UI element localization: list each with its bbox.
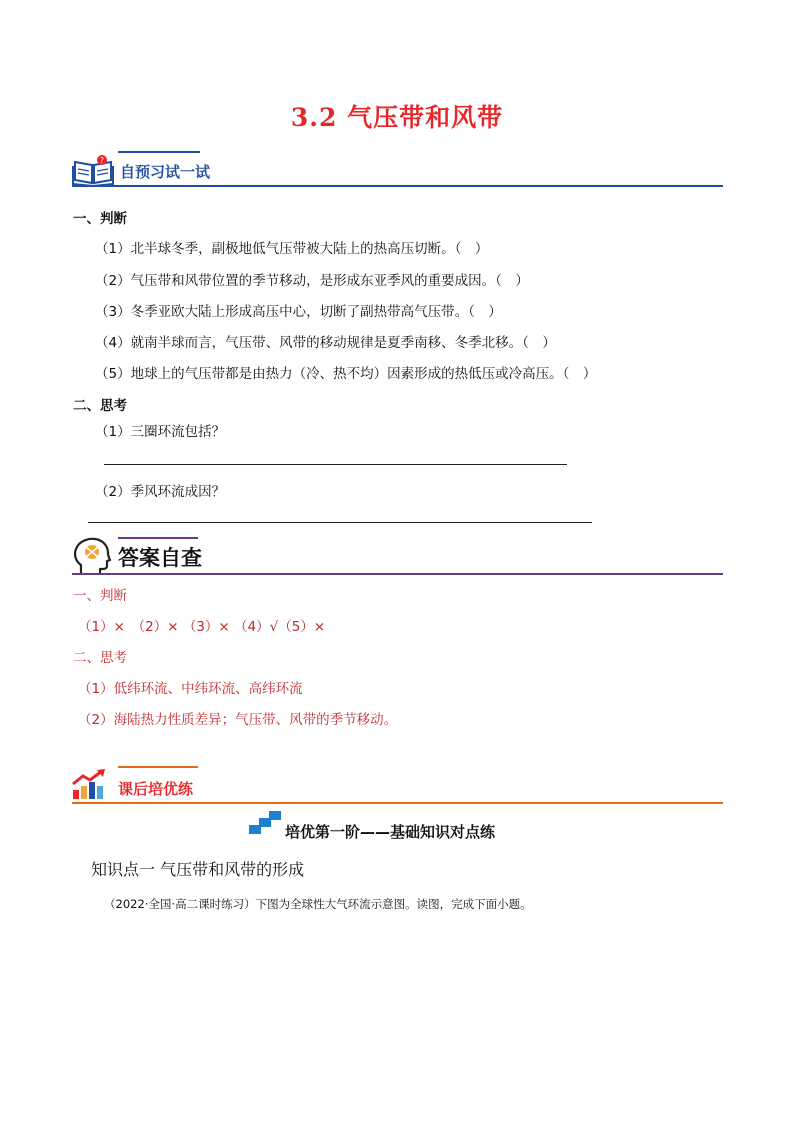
topic-title: 知识点一 气压带和风带的形成 xyxy=(91,860,305,879)
think-item: （2）季风环流成因？ xyxy=(95,484,226,500)
page-title: 3.2 气压带和风带 xyxy=(290,103,504,132)
practice-heading: 课后培优练 xyxy=(118,780,194,798)
think-item: （1）三圈环流包括？ xyxy=(95,424,226,440)
answers-part1-title: 一、判断 xyxy=(73,588,127,604)
section-accent-line xyxy=(118,151,200,153)
judge-item: （3）冬季亚欧大陆上形成高压中心，切断了副热带高气压带。（ ） xyxy=(95,304,502,320)
practice-divider xyxy=(72,802,723,804)
answer-blank-line xyxy=(104,464,567,465)
stage-title: 培优第一阶——基础知识对点练 xyxy=(285,823,496,841)
judge-item: （2）气压带和风带位置的季节移动，是形成东亚季风的重要成因。（ ） xyxy=(95,273,529,289)
preview-divider xyxy=(72,185,723,187)
question-intro: （2022·全国·高二课时练习）下图为全球性大气环流示意图。读图，完成下面小题。 xyxy=(104,897,532,911)
judge-item: （4）就南半球而言，气压带、风带的移动规律是夏季南移、冬季北移。（ ） xyxy=(95,335,556,351)
answers-part2-title: 二、思考 xyxy=(73,650,127,666)
section-accent-line xyxy=(118,766,198,768)
preview-part1-title: 一、判断 xyxy=(73,211,127,227)
answer-blank-line xyxy=(88,522,592,523)
preview-part2-title: 二、思考 xyxy=(73,398,127,414)
judge-item: （1）北半球冬季，副极地低气压带被大陆上的热高压切断。（ ） xyxy=(95,241,489,257)
answers-divider xyxy=(72,573,723,575)
blue-stairs-icon xyxy=(249,809,283,839)
answers-heading: 答案自查 xyxy=(118,546,202,570)
think-answer: （2）海陆热力性质差异；气压带、风带的季节移动。 xyxy=(78,712,398,728)
svg-text:?: ? xyxy=(99,156,105,165)
preview-heading: 自预习试一试 xyxy=(120,163,211,181)
judge-item: （5）地球上的气压带都是由热力（冷、热不均）因素形成的热低压或冷高压。（ ） xyxy=(95,366,597,382)
section-accent-line xyxy=(118,537,198,539)
think-answer: （1）低纬环流、中纬环流、高纬环流 xyxy=(78,681,303,697)
judge-answers: （1）× （2）× （3）× （4）√（5）× xyxy=(78,619,326,635)
bar-chart-growth-icon xyxy=(71,768,109,804)
